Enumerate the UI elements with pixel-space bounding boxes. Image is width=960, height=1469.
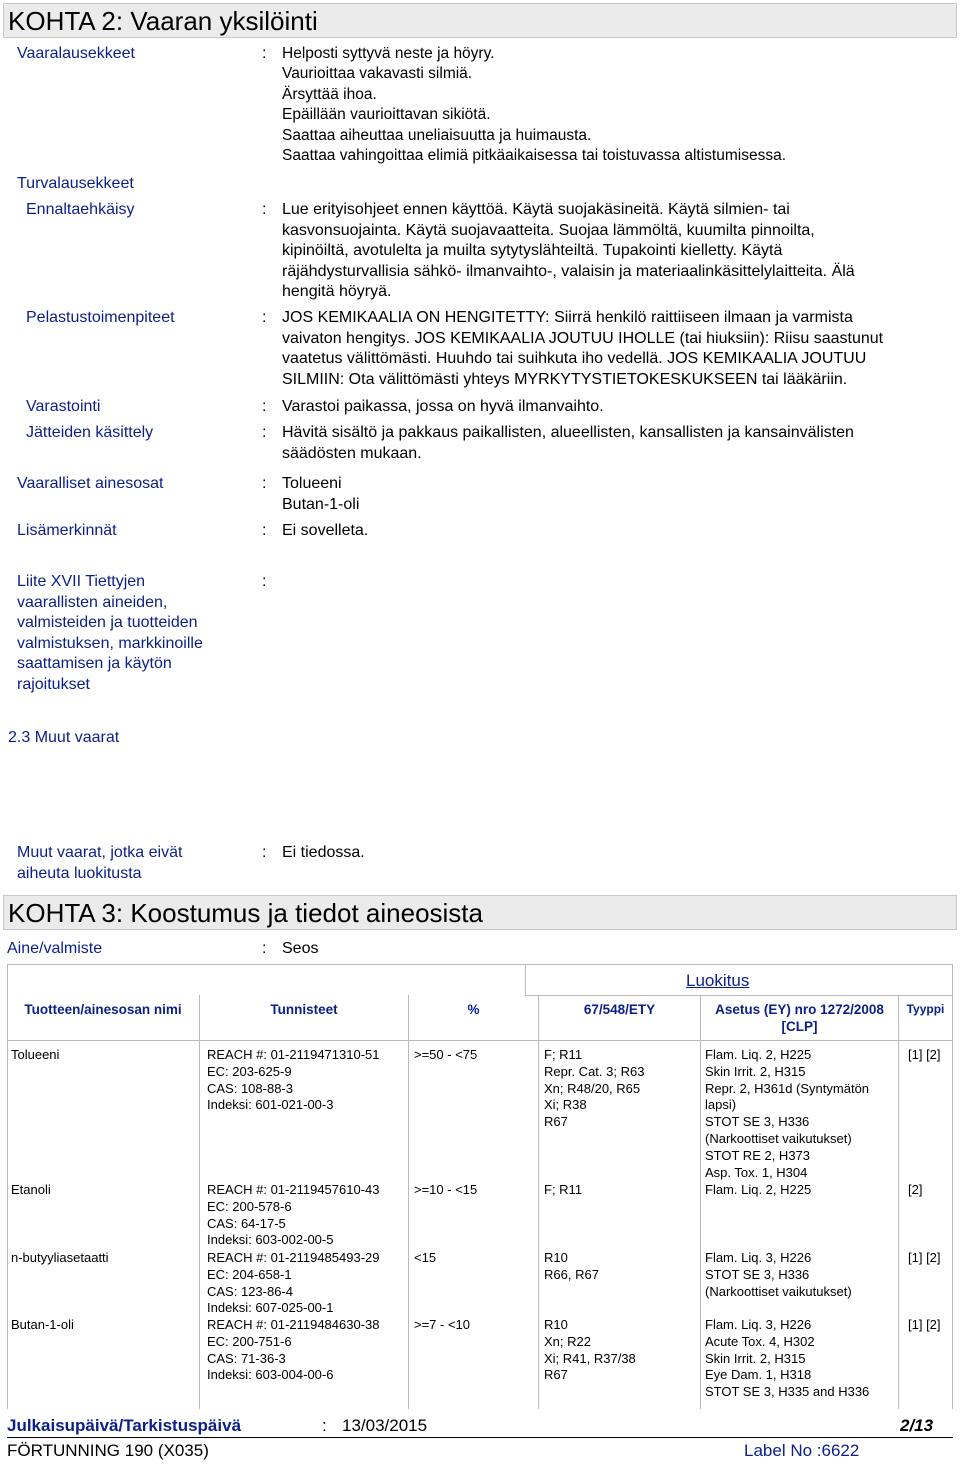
dsd-line: Repr. Cat. 3; R63: [544, 1063, 645, 1079]
clp-line: Flam. Liq. 3, H226: [705, 1317, 812, 1332]
identifier-line: EC: 200-751-6: [207, 1333, 292, 1349]
storage-value: Varastoi paikassa, jossa on hyvä ilmanvaihto.: [282, 398, 604, 415]
column-header-dsd: 67/548/ETY: [583, 1002, 656, 1017]
hazard-statement: Saattaa vahingoittaa elimiä pitkäaikaisessa tai toistuvassa altistumisessa.: [282, 147, 787, 165]
colon: :: [262, 201, 267, 218]
identifier-line: REACH #: 01-2119471310-51: [207, 1047, 380, 1062]
cell-clp: [705, 1317, 869, 1401]
prevention-line: räjähdysturvallisia sähkö- ilmanvaihto-, valaisin ja materiaalinkäsittelylaitteita. Älä: [282, 262, 855, 280]
identifier-line: CAS: 123-86-4: [207, 1283, 293, 1299]
footer-label-number: Label No :6622: [744, 1441, 860, 1460]
colon: :: [262, 45, 267, 62]
hazard-statement: Helposti syttyvä neste ja höyry.: [282, 45, 495, 62]
cell-name: n-butyyliasetaatti: [11, 1250, 109, 1265]
identifier-line: Indeksi: 603-004-00-6: [207, 1367, 334, 1383]
ingredient-item: Tolueeni: [282, 475, 342, 492]
prevention-line: kasvonsuojainta. Käytä suojavaatteita. Suojaa lämmöltä, kuumilta pinnoilta,: [282, 221, 815, 239]
cell-type: [1] [2]: [908, 1047, 941, 1062]
cell-clp: [705, 1250, 852, 1300]
colon: :: [262, 522, 267, 539]
dsd-line: R67: [544, 1114, 568, 1130]
cell-identifiers: [207, 1317, 380, 1384]
prevention-line: kipinöiltä, avotulelta ja muilta sytytyslähteiltä. Tupakointi kielletty. Käytä: [282, 242, 783, 259]
disposal-label: Jätteiden käsittely: [26, 424, 154, 441]
clp-line: Eye Dam. 1, H318: [705, 1367, 812, 1383]
cell-name: Tolueeni: [11, 1047, 60, 1062]
identifier-line: Indeksi: 603-002-00-5: [207, 1232, 334, 1248]
table-border: [952, 964, 953, 1409]
response-line: SILMIIN: Ota välittömästi yhteys MYRKYTYSTIETOKESKUKSEEN tai lääkäriin.: [282, 370, 848, 388]
cell-percent: >=50 - <75: [414, 1047, 478, 1062]
dsd-line: R66, R67: [544, 1266, 599, 1282]
substance-value: Seos: [282, 940, 319, 957]
substance-label: Aine/valmiste: [7, 940, 103, 957]
clp-line: Flam. Liq. 2, H225: [705, 1182, 812, 1197]
clp-line: STOT SE 3, H336: [705, 1114, 810, 1130]
annex-line: saattamisen ja käytön: [17, 655, 172, 672]
table-border: [525, 995, 952, 996]
table-border: [538, 1040, 539, 1409]
dsd-line: R67: [544, 1367, 568, 1383]
dsd-line: Xn; R48/20, R65: [544, 1080, 641, 1096]
cell-name: Butan-1-oli: [11, 1317, 74, 1332]
dsd-line: Xn; R22: [544, 1333, 591, 1349]
dsd-line: Xi; R41, R37/38: [544, 1350, 636, 1366]
column-header-clp: [701, 1001, 898, 1035]
identifier-line: CAS: 71-36-3: [207, 1350, 286, 1366]
hazardous-ingredients-list: [282, 474, 359, 515]
identifier-line: Indeksi: 601-021-00-3: [207, 1097, 334, 1113]
clp-line: (Narkoottiset vaikutukset): [705, 1130, 852, 1146]
section-3-title: KOHTA 3: Koostumus ja tiedot aineosista: [8, 898, 483, 928]
table-border: [525, 964, 526, 995]
cell-percent: >=7 - <10: [414, 1317, 471, 1332]
column-header-identifiers: Tunnisteet: [270, 1002, 338, 1017]
ingredient-item: Butan-1-oli: [282, 495, 360, 513]
clp-line: Skin Irrit. 2, H315: [705, 1063, 806, 1079]
cell-type: [1] [2]: [908, 1250, 941, 1265]
clp-line: Skin Irrit. 2, H315: [705, 1350, 806, 1366]
clp-line: (Narkoottiset vaikutukset): [705, 1283, 852, 1299]
section-2-title: KOHTA 2: Vaaran yksilöinti: [8, 6, 318, 36]
cell-identifiers: [207, 1182, 380, 1249]
column-header-percent: %: [467, 1002, 480, 1017]
identifier-line: REACH #: 01-2119457610-43: [207, 1182, 380, 1197]
response-text: [282, 308, 883, 390]
cell-dsd: [544, 1182, 582, 1199]
cell-dsd: [544, 1317, 636, 1384]
dsd-line: F; R11: [544, 1047, 583, 1062]
hazard-statements-list: [282, 44, 786, 166]
cell-clp: [705, 1047, 869, 1181]
colon: :: [322, 1416, 327, 1435]
hazard-statement: Ärsyttää ihoa.: [282, 85, 377, 103]
annex-xvii-label: [17, 572, 203, 695]
hazard-statement: Epäillään vaurioittavan sikiötä.: [282, 106, 491, 124]
annex-line: valmisteiden ja tuotteiden: [17, 614, 198, 631]
prevention-line: hengitä höyryä.: [282, 283, 392, 300]
section-2-header: [3, 3, 957, 38]
annex-line: rajoitukset: [17, 675, 90, 693]
other-hazards-value: Ei tiedossa.: [282, 844, 365, 861]
prevention-label: Ennaltaehkäisy: [26, 201, 135, 218]
response-label: Pelastustoimenpiteet: [26, 309, 175, 326]
response-line: vaivaton hengitys. JOS KEMIKAALIA JOUTUU IHOLLE (tai hiuksiin): Riisu saastunut: [282, 329, 884, 347]
dsd-line: R10: [544, 1250, 568, 1265]
other-hazards-label-line: Muut vaarat, jotka eivät: [17, 844, 183, 861]
hazardous-ingredients-label: Vaaralliset ainesosat: [17, 475, 164, 492]
clp-line: lapsi): [705, 1097, 737, 1113]
section-3-header: [3, 895, 957, 930]
clp-line: STOT SE 3, H336: [705, 1266, 810, 1282]
clp-line: STOT RE 2, H373: [705, 1147, 811, 1163]
identifier-line: EC: 203-625-9: [207, 1063, 292, 1079]
column-header-type: Tyyppi: [906, 1002, 945, 1016]
clp-header-line: [CLP]: [781, 1019, 818, 1034]
colon: :: [262, 844, 267, 861]
footer-page-number: 2/13: [900, 1416, 934, 1435]
colon: :: [262, 309, 267, 326]
clp-line: Repr. 2, H361d (Syntymätön: [705, 1080, 870, 1096]
response-line: JOS KEMIKAALIA ON HENGITETTY: Siirrä henkilö raittiiseen ilmaan ja varmista: [282, 309, 853, 326]
table-border: [7, 964, 953, 965]
supplemental-label: Lisämerkinnät: [17, 522, 117, 539]
table-border: [7, 1040, 953, 1041]
dsd-line: Xi; R38: [544, 1097, 587, 1113]
cell-dsd: [544, 1047, 644, 1131]
identifier-line: EC: 204-658-1: [207, 1266, 292, 1282]
cell-percent: <15: [414, 1250, 437, 1265]
footer-divider: [7, 1437, 953, 1438]
annex-line: vaarallisten aineiden,: [17, 593, 168, 611]
dsd-line: R10: [544, 1317, 568, 1332]
colon: :: [262, 573, 267, 590]
classification-heading: Luokitus: [686, 971, 750, 990]
clp-line: STOT SE 3, H335 and H336: [705, 1384, 870, 1400]
annex-line: Liite XVII Tiettyjen: [17, 573, 146, 590]
column-header-name: Tuotteen/ainesosan nimi: [24, 1002, 182, 1017]
identifier-line: REACH #: 01-2119485493-29: [207, 1250, 380, 1265]
clp-header-line: Asetus (EY) nro 1272/2008: [715, 1002, 884, 1017]
clp-line: Acute Tox. 4, H302: [705, 1333, 815, 1349]
response-line: vaatetus välittömästi. Huuhdo tai suihkuta iho vedellä. JOS KEMIKAALIA JOUTUU: [282, 350, 867, 367]
other-hazards-label: [17, 843, 182, 884]
cell-name: Etanoli: [11, 1182, 51, 1197]
colon: :: [262, 398, 267, 415]
cell-dsd: [544, 1250, 599, 1284]
clp-line: Flam. Liq. 2, H225: [705, 1047, 812, 1062]
footer-date-value: 13/03/2015: [342, 1416, 428, 1435]
table-border: [199, 1040, 200, 1409]
storage-label: Varastointi: [26, 398, 101, 415]
hazard-statements-label: Vaaralausekkeet: [17, 45, 135, 62]
disposal-line: säädösten mukaan.: [282, 444, 422, 462]
identifier-line: Indeksi: 607-025-00-1: [207, 1300, 334, 1316]
colon: :: [262, 424, 267, 441]
other-hazards-label-line: aiheuta luokitusta: [17, 864, 142, 882]
identifier-line: CAS: 64-17-5: [207, 1215, 286, 1231]
disposal-line: Hävitä sisältö ja pakkaus paikallisten, alueellisten, kansallisten ja kansainvälisten: [282, 424, 854, 441]
colon: :: [262, 940, 267, 957]
dsd-line: F; R11: [544, 1182, 583, 1197]
table-border: [7, 964, 8, 1409]
table-border: [408, 1040, 409, 1409]
precautionary-statements-label: Turvalausekkeet: [17, 175, 134, 192]
clp-line: Flam. Liq. 3, H226: [705, 1250, 812, 1265]
identifier-line: EC: 200-578-6: [207, 1198, 292, 1214]
footer-product-name: FÖRTUNNING 190 (X035): [7, 1441, 209, 1460]
cell-type: [2]: [908, 1182, 923, 1197]
supplemental-value: Ei sovelleta.: [282, 522, 369, 539]
cell-type: [1] [2]: [908, 1317, 941, 1332]
table-border: [898, 1040, 899, 1409]
cell-clp: [705, 1182, 811, 1199]
other-hazards-heading: 2.3 Muut vaarat: [8, 729, 120, 746]
cell-percent: >=10 - <15: [414, 1182, 478, 1197]
hazard-statement: Vaurioittaa vakavasti silmiä.: [282, 65, 473, 83]
footer-date-label: Julkaisupäivä/Tarkistuspäivä: [7, 1416, 242, 1435]
cell-identifiers: [207, 1047, 380, 1114]
cell-identifiers: [207, 1250, 380, 1317]
table-border: [700, 1040, 701, 1409]
disposal-text: [282, 423, 854, 464]
clp-line: Asp. Tox. 1, H304: [705, 1164, 808, 1180]
prevention-line: Lue erityisohjeet ennen käyttöä. Käytä suojakäsineitä. Käytä silmien- tai: [282, 201, 790, 218]
identifier-line: CAS: 108-88-3: [207, 1080, 293, 1096]
hazard-statement: Saattaa aiheuttaa uneliaisuutta ja huimausta.: [282, 126, 592, 144]
identifier-line: REACH #: 01-2119484630-38: [207, 1317, 380, 1332]
colon: :: [262, 475, 267, 492]
prevention-text: [282, 200, 855, 303]
annex-line: valmistuksen, markkinoille: [17, 634, 203, 652]
